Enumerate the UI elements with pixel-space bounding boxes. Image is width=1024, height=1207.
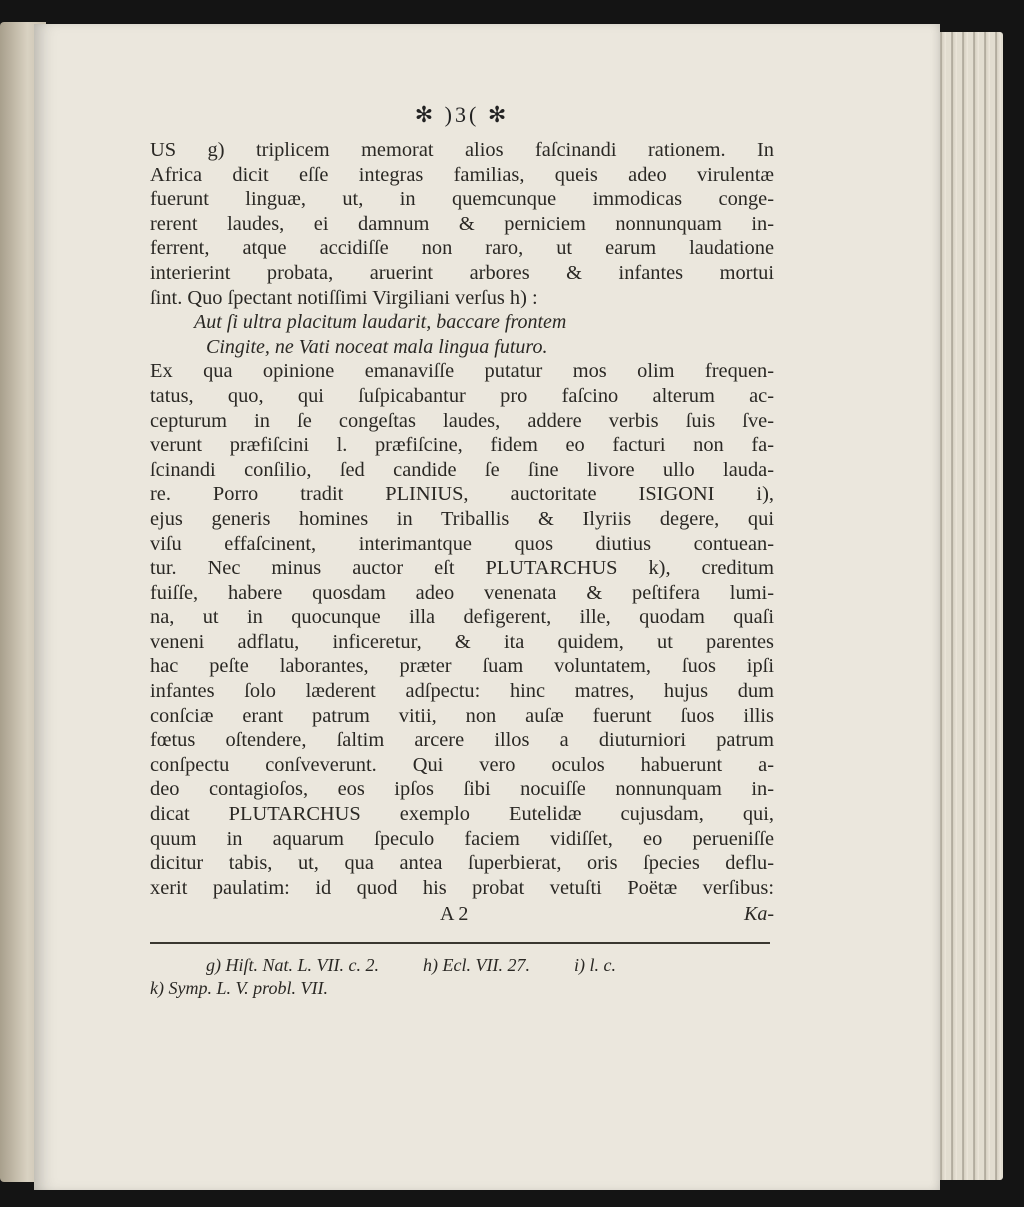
footnote-rule <box>150 942 770 944</box>
text-line: ſcinandi conſilio, ſed candide ſe ſine livore ullo lauda- <box>150 458 774 481</box>
text-line: Ex qua opinione emanaviſſe putatur mos olim frequen- <box>150 360 774 383</box>
text-line: verunt præfiſcini l. præfiſcine, fidem eo facturi non fa- <box>150 434 774 457</box>
text-line: ſint. Quo ſpectant notiſſimi Virgiliani verſus h) : <box>150 286 538 309</box>
text-line: na, ut in quocunque illa defigerent, ille, quodam quaſi <box>150 606 774 629</box>
text-line: conſpectu conſveverunt. Qui vero oculos habuerunt a- <box>150 753 774 776</box>
text-line: rerent laudes, ei damnum & perniciem nonnunquam in- <box>150 212 774 235</box>
text-line: ferrent, atque accidiſſe non raro, ut earum laudatione <box>150 237 774 260</box>
footnote-g: g) Hiſt. Nat. L. VII. c. 2. <box>206 955 379 976</box>
text-line: viſu effaſcinent, interimantque quos diutius contuean- <box>150 532 774 555</box>
page-number: )3( <box>444 102 480 127</box>
quote-line: Aut ſi ultra placitum laudarit, baccare frontem <box>194 311 567 334</box>
signature-mark: A 2 <box>440 903 469 926</box>
catchword: Ka- <box>744 903 774 926</box>
text-line: fuerunt linguæ, ut, in quemcunque immodicas conge- <box>150 188 774 211</box>
footnote-i: i) l. c. <box>573 955 616 976</box>
text-line: ejus generis homines in Triballis & Ilyriis degere, qui <box>150 507 774 530</box>
text-line: tur. Nec minus auctor eſt PLUTARCHUS k), creditum <box>150 557 774 580</box>
page-content <box>150 102 774 1000</box>
text-line: Africa dicit eſſe integras familias, queis adeo virulentæ <box>150 163 774 186</box>
virgil-quote <box>150 310 774 359</box>
text-line: cepturum in ſe congeſtas laudes, addere verbis ſuis ſve- <box>150 409 774 432</box>
page-stack-edge <box>935 32 1003 1180</box>
text-line: dicitur tabis, ut, qua antea ſuperbierat, oris ſpecies deflu- <box>150 852 774 875</box>
text-line: re. Porro tradit PLINIUS, auctoritate ISIGONI i), <box>150 483 774 506</box>
quote-line: Cingite, ne Vati noceat mala lingua futuro. <box>206 335 548 358</box>
text-line: interierint probata, aruerint arbores & infantes mortui <box>150 261 774 284</box>
book-page <box>34 24 940 1190</box>
text-line: quum in aquarum ſpeculo faciem vidiſſet, eo perueniſſe <box>150 827 774 850</box>
running-head <box>150 102 774 128</box>
text-line: conſciæ erant patrum vitii, non auſæ fuerunt ſuos illis <box>150 704 774 727</box>
text-line: hac peſte laborantes, præter ſuam voluntatem, ſuos ipſi <box>150 655 774 678</box>
text-line: US g) triplicem memorat alios faſcinandi rationem. In <box>150 139 774 161</box>
text-line: veneni adflatu, inficeretur, & ita quidem, ut parentes <box>150 630 774 653</box>
footnote-row <box>150 954 774 977</box>
paragraph-1 <box>150 138 774 310</box>
footnotes <box>150 954 774 1000</box>
footnote-row <box>150 977 774 1000</box>
signature-line <box>150 902 774 926</box>
text-line: infantes ſolo læderent adſpectu: hinc matres, hujus dum <box>150 680 774 703</box>
ornament-right-icon: ✻ <box>487 102 510 127</box>
ornament-left-icon: ✻ <box>414 102 437 127</box>
text-line: fuiſſe, habere quosdam adeo venenata & peſtifera lumi- <box>150 581 774 604</box>
text-line: dicat PLUTARCHUS exemplo Eutelidæ cujusdam, qui, <box>150 803 774 826</box>
text-line: xerit paulatim: id quod his probat vetuſti Poëtæ verſibus: <box>150 876 774 899</box>
footnote-h: h) Ecl. VII. 27. <box>423 955 530 976</box>
paragraph-2 <box>150 359 774 900</box>
text-line: fœtus oſtendere, ſaltim arcere illos a diuturniori patrum <box>150 729 774 752</box>
text-line: deo contagioſos, eos ipſos ſibi nocuiſſe nonnunquam in- <box>150 778 774 801</box>
text-line: tatus, quo, qui ſuſpicabantur pro faſcino alterum ac- <box>150 384 774 407</box>
footnote-k: k) Symp. L. V. probl. VII. <box>150 978 328 999</box>
